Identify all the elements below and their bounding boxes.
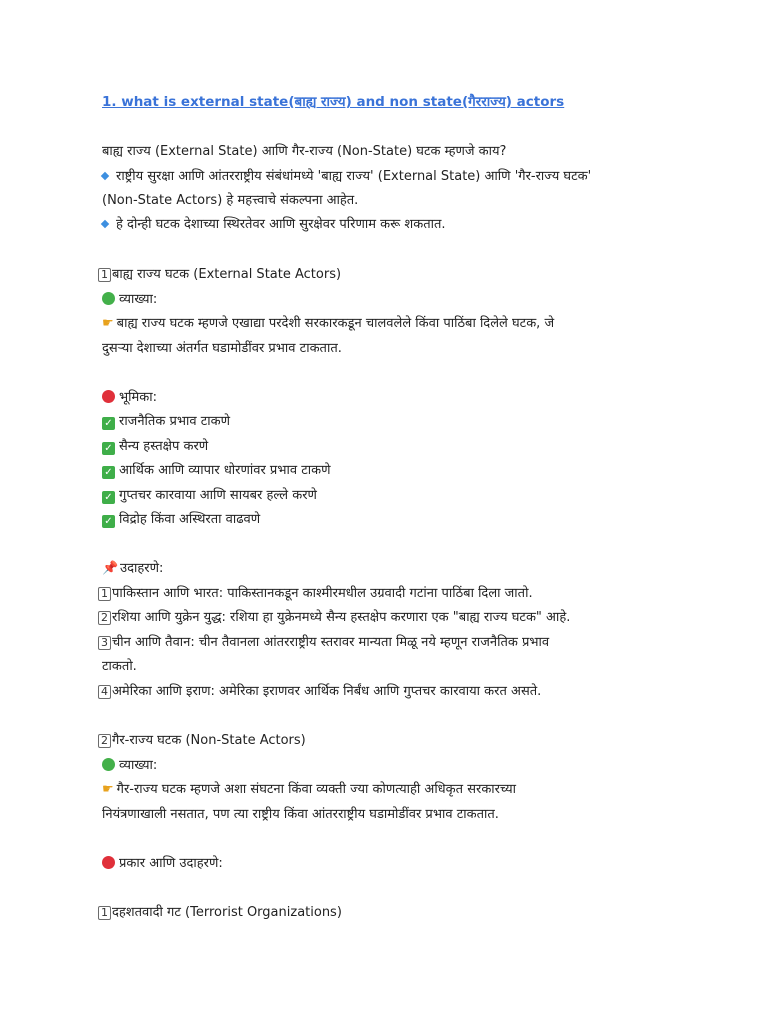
section2-types-label: [102, 855, 223, 873]
keycap-number-icon: 4: [98, 685, 111, 699]
intro-bullet-1-text: राष्ट्रीय सुरक्षा आणि आंतरराष्ट्रीय संबंधांमध्ये 'बाह्य राज्य' (External State) आणि 'गैर-राज्य घटक': [116, 169, 592, 184]
intro-bullet-2-text: हे दोन्ही घटक देशाच्या स्थिरतेवर आणि सुरक्षेवर परिणाम करू शकतात.: [116, 217, 446, 232]
section2-definition-line1: [102, 781, 516, 799]
examples-label-text: उदाहरणे:: [120, 561, 164, 576]
example-text: रशिया आणि युक्रेन युद्ध: रशिया हा युक्रेनमध्ये सैन्य हस्तक्षेप करणारा एक "बाह्य राज्य घटक" आहे.: [112, 610, 571, 625]
pointing-hand-icon: ☛: [102, 782, 114, 797]
intro-bullet-2: [98, 216, 446, 234]
pointing-hand-icon: ☛: [102, 316, 114, 331]
definition-text: बाह्य राज्य घटक म्हणजे एखाद्या परदेशी सरकारकडून चालवलेले किंवा पाठिंबा दिलेले घटक, जे: [116, 316, 555, 331]
section1-title: [98, 266, 341, 284]
check-mark-icon: ✓: [102, 466, 115, 479]
types-label-text: प्रकार आणि उदाहरणे:: [119, 856, 223, 871]
red-circle-icon: [102, 390, 115, 403]
example-item: [98, 609, 570, 627]
check-mark-icon: ✓: [102, 515, 115, 528]
pushpin-icon: 📌: [102, 561, 119, 576]
section-heading-link[interactable]: 1. what is external state(बाह्य राज्य) and non state(गैरराज्य) actors: [102, 94, 565, 110]
example-item: [98, 634, 549, 652]
red-circle-icon: [102, 856, 115, 869]
role-text: सैन्य हस्तक्षेप करणे: [119, 439, 209, 454]
role-item: [102, 413, 230, 431]
section2-sub1-title: [98, 904, 342, 922]
sub1-title-text: दहशतवादी गट (Terrorist Organizations): [112, 905, 342, 920]
check-mark-icon: ✓: [102, 417, 115, 430]
example-item-cont: टाकतो.: [102, 659, 137, 674]
example-text: पाकिस्तान आणि भारत: पाकिस्तानकडून काश्मीरमधील उग्रवादी गटांना पाठिंबा दिला जातो.: [112, 586, 533, 601]
intro-bullet-1: [98, 168, 591, 186]
role-item: [102, 462, 331, 480]
section1-definition-line2: दुसऱ्या देशाच्या अंतर्गत घडामोडींवर प्रभाव टाकतात.: [102, 341, 342, 356]
blue-diamond-icon: [101, 172, 109, 180]
keycap-number-icon: 3: [98, 636, 111, 650]
section2-title-text: गैर-राज्य घटक (Non-State Actors): [112, 733, 306, 748]
blue-diamond-icon: [101, 220, 109, 228]
intro-question: बाह्य राज्य (External State) आणि गैर-राज्य (Non-State) घटक म्हणजे काय?: [102, 144, 507, 159]
section1-title-text: बाह्य राज्य घटक (External State Actors): [112, 267, 342, 282]
role-text: राजनैतिक प्रभाव टाकणे: [119, 414, 231, 429]
keycap-number-icon: 2: [98, 734, 111, 748]
role-item: [102, 438, 208, 456]
roles-label-text: भूमिका:: [119, 390, 158, 405]
example-text: अमेरिका आणि इराण: अमेरिका इराणवर आर्थिक निर्बंध आणि गुप्तचर कारवाया करत असते.: [112, 684, 542, 699]
example-text: चीन आणि तैवान: चीन तैवानला आंतरराष्ट्रीय स्तरावर मान्यता मिळू नये म्हणून राजनैतिक प्रभाव: [112, 635, 550, 650]
role-text: आर्थिक आणि व्यापार धोरणांवर प्रभाव टाकणे: [119, 463, 331, 478]
definition-label-text: व्याख्या:: [119, 758, 158, 773]
intro-bullet-1-cont: (Non-State Actors) हे महत्त्वाचे संकल्पना आहेत.: [102, 193, 359, 208]
keycap-number-icon: 1: [98, 268, 111, 282]
definition-label-text: व्याख्या:: [119, 292, 158, 307]
role-item: [102, 511, 260, 529]
keycap-number-icon: 1: [98, 587, 111, 601]
check-mark-icon: ✓: [102, 491, 115, 504]
example-item: [98, 683, 541, 701]
keycap-number-icon: 2: [98, 611, 111, 625]
section2-definition-label: [102, 757, 157, 775]
section2-definition-line2: नियंत्रणाखाली नसतात, पण त्या राष्ट्रीय किंवा आंतरराष्ट्रीय घडामोडींवर प्रभाव टाकतात.: [102, 807, 499, 822]
role-text: गुप्तचर कारवाया आणि सायबर हल्ले करणे: [119, 488, 317, 503]
green-circle-icon: [102, 292, 115, 305]
green-circle-icon: [102, 758, 115, 771]
example-item: [98, 585, 533, 603]
section1-definition-line1: [102, 315, 554, 333]
section1-roles-label: [102, 389, 157, 407]
section1-definition-label: [102, 291, 157, 309]
section1-examples-label: [102, 560, 163, 578]
role-item: [102, 487, 317, 505]
definition-text: गैर-राज्य घटक म्हणजे अशा संघटना किंवा व्यक्ती ज्या कोणत्याही अधिकृत सरकारच्या: [116, 782, 517, 797]
check-mark-icon: ✓: [102, 442, 115, 455]
role-text: विद्रोह किंवा अस्थिरता वाढवणे: [119, 512, 261, 527]
keycap-number-icon: 1: [98, 906, 111, 920]
section2-title: [98, 732, 306, 750]
